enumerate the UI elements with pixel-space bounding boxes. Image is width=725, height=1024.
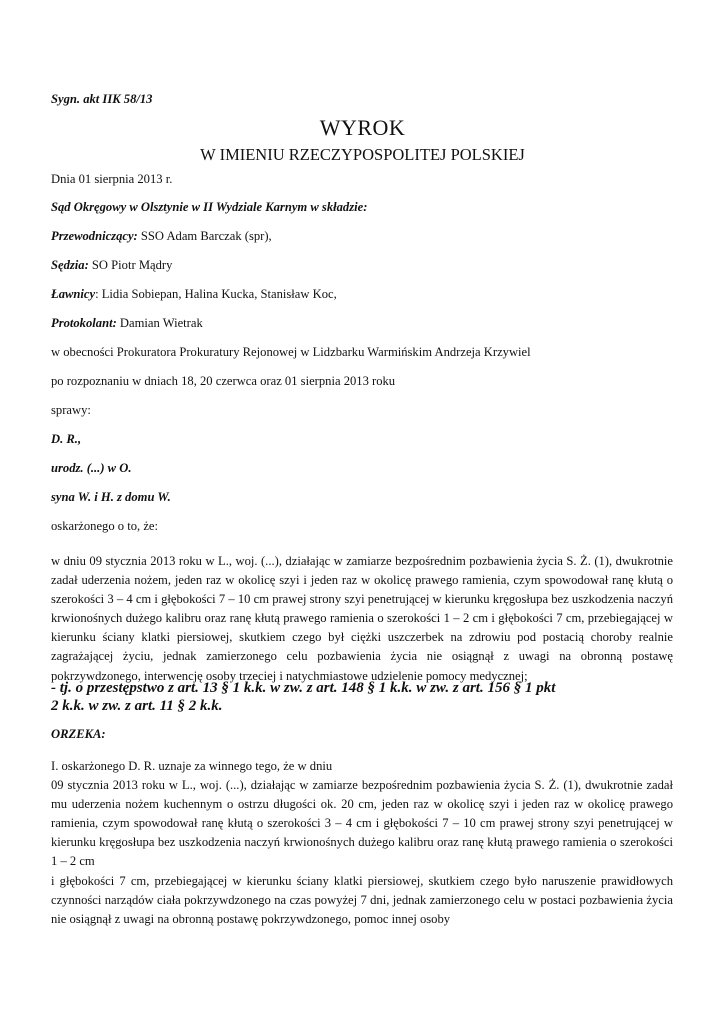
defendant-birth: urodz. (...) w O. [51,461,132,475]
clerk-label: Protokolant: [51,316,117,330]
verdict-paragraph [51,757,673,929]
qualification-line-2: 2 k.k. w zw. z art. 11 § 2 k.k. [51,698,223,714]
hearing-dates: po rozpoznaniu w dniach 18, 20 czerwca oraz 01 sierpnia 2013 roku [51,374,396,388]
judgment-title: WYROK [319,115,406,140]
accused-intro: oskarżonego o to, że: [51,519,159,533]
presiding-judge [51,229,272,244]
lay-judges [51,287,337,302]
judgment-date: Dnia 01 sierpnia 2013 r. [51,172,173,186]
verdict-text-1: 09 stycznia 2013 roku w L., woj. (...), działając w zamiarze bezpośrednim pozbawienia życia S. Ż. (1), dwukrotnie zadał mu uderzenia nożem kuchennym o ostrzu długości ok. 20 cm, jeden raz w okolicę szyi i jeden raz w okolicę prawego ramienia, czym spowodował ranę kłutą o szerokości 3 – 4 cm i głębokości 7 – 10 cm prawej strony szyi penetrującej w kierunku kręgosłupa bez uszkodzenia naczyń krwionośnych dużego kalibru oraz ranę kłutą prawego ramienia o szerokości 1 – 2 cm [51,778,673,869]
verdict-line-1: I. oskarżonego D. R. uznaje za winnego tego, że w dniu [51,759,333,773]
charge-paragraph: w dniu 09 stycznia 2013 roku w L., woj. (...), działając w zamiarze bezpośrednim pozbawienia życia S. Ż. (1), dwukrotnie zadał uderzenia nożem, jeden raz w okolicę szyi i jeden raz w okolicę prawego ramienia, czym spowodował ranę kłutą o szerokości 3 – 4 cm i głębokości 7 – 10 cm prawej strony szyi penetrującej w kierunku kręgosłupa bez uszkodzenia naczyń krwionośnych dużego kalibru oraz ranę kłutą prawego ramienia o szerokości 1 – 2 cm i głębokości 7 cm, przebiegającej w kierunku ściany klatki piersiowej, skutkiem czego był ciężki uszczerbek na zdrowiu pod postacią choroby realnie zagrażającej życiu, jednak zamierzonego celu pozbawienia życia nie osiągnął z uwagi na obronną postawę pokrzywdzonego, interwencję osoby trzeciej i natychmiastowe udzielenie pomocy medycznej; [51,554,673,683]
judgment-subtitle: W IMIENIU RZECZYPOSPOLITEJ POLSKIEJ [200,145,525,164]
judge-label: Sędzia: [51,258,89,272]
defendant-name: D. R., [51,432,82,446]
case-label: sprawy: [51,403,91,417]
judge-value: SO Piotr Mądry [88,258,173,272]
clerk-value: Damian Wietrak [116,316,203,330]
ruling-heading: ORZEKA: [51,727,106,741]
presiding-value: SSO Adam Barczak (spr), [137,229,272,243]
judge [51,258,172,273]
prosecutor-line: w obecności Prokuratora Prokuratury Rejonowej w Lidzbarku Warmińskim Andrzeja Krzywiel [51,345,531,359]
legal-qualification [51,679,651,715]
presiding-label: Przewodniczący: [51,229,138,243]
verdict-text-2: i głębokości 7 cm, przebiegającej w kierunku ściany klatki piersiowej, skutkiem czego było naruszenie prawidłowych czynności narządów ciała pokrzywdzonego na czas powyżej 7 dni, jednak zamierzonego celu w postaci pozbawienia życia nie osiągnął z uwagi na obronną postawę pokrzywdzonego, pomoc innej osoby [51,873,673,926]
court-composition-heading: Sąd Okręgowy w Olsztynie w II Wydziale Karnym w składzie: [51,200,368,214]
defendant-parents: syna W. i H. z domu W. [51,490,171,504]
court-clerk [51,316,203,331]
lay-judges-value: : Lidia Sobiepan, Halina Kucka, Stanisław Koc, [95,287,337,301]
lay-judges-label: Ławnicy [51,287,96,301]
case-number: Sygn. akt IIK 58/13 [51,92,153,106]
qualification-line-1: - tj. o przestępstwo z art. 13 § 1 k.k. w zw. z art. 148 § 1 k.k. w zw. z art. 156 § 1 pkt [51,680,556,696]
